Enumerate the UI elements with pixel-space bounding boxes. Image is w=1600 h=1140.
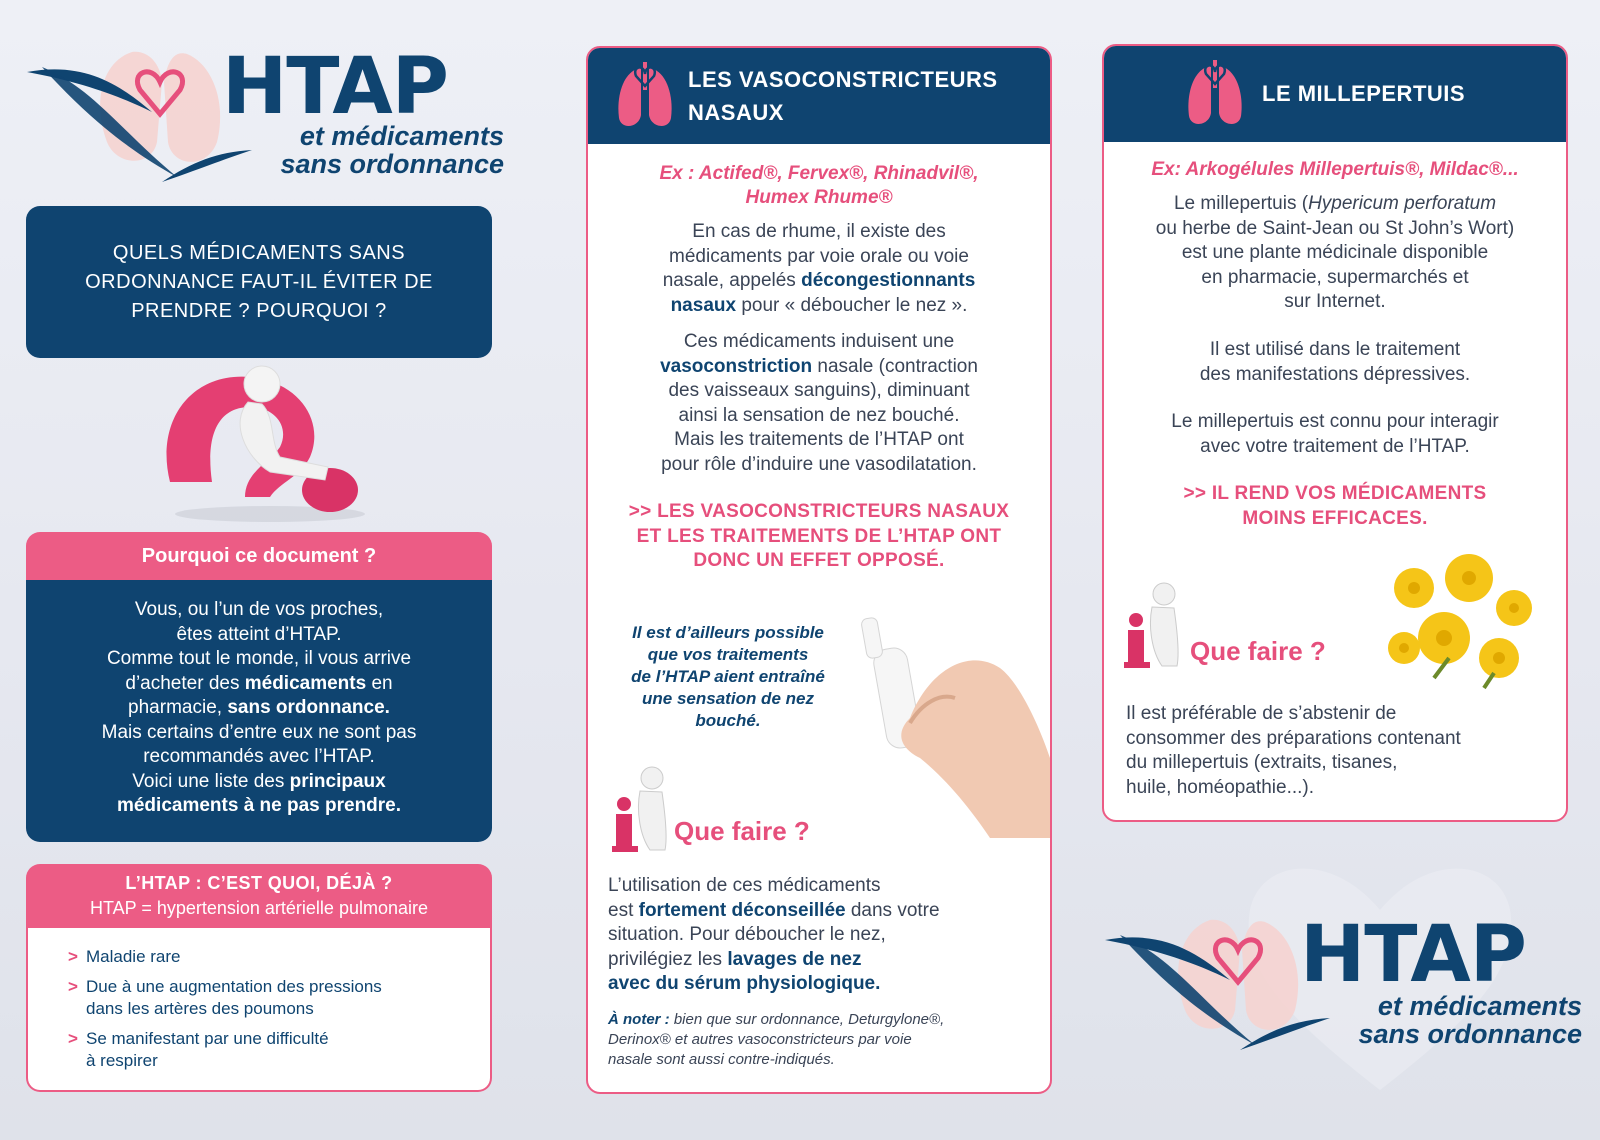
logo-subtitle <box>1300 992 1582 1049</box>
doc-text: Voici une liste des <box>132 770 290 792</box>
note-line: Derinox® et autres vasoconstricteurs par voie <box>608 1031 912 1048</box>
para-line: Il est utilisé dans le traitement <box>1209 339 1461 360</box>
vaso-alert <box>588 500 1050 574</box>
vaso-paragraph-1 <box>588 220 1050 318</box>
para-line: des vaisseaux sanguins), diminuant <box>668 380 970 401</box>
advice-text: dans votre <box>845 899 940 921</box>
vaso-aside <box>604 622 852 732</box>
logo-subtitle-line2: sans ordonnance <box>1358 1019 1582 1050</box>
htap-definition-list <box>68 946 470 1072</box>
para-line: des manifestations dépressives. <box>1199 363 1471 385</box>
doc-text: en <box>366 672 393 694</box>
para-text: nasale, appelés <box>662 270 802 291</box>
para-line: avec votre traitement de l’HTAP. <box>1200 435 1470 457</box>
para-line: Le millepertuis est connu pour interagir <box>1171 411 1499 432</box>
question-box: QUELS MÉDICAMENTS SANS ORDONNANCE FAUT-IL ÉVITER DE PRENDRE ? POURQUOI ? <box>26 206 492 358</box>
advice-line <box>608 899 1038 924</box>
vaso-note <box>608 1010 1038 1070</box>
vaso-que-faire: Que faire ? <box>674 816 810 846</box>
lungs-icon <box>1184 58 1246 130</box>
list-item-text: > Maladie rare <box>86 947 181 966</box>
doc-why-header: Pourquoi ce document ? <box>26 532 492 580</box>
st-johns-wort-flower-icon <box>1374 548 1544 698</box>
logo-subtitle <box>222 122 504 179</box>
advice-line: du millepertuis (extraits, tisanes, <box>1126 752 1398 773</box>
list-item-text: > Se manifestant par une difficulté <box>86 1029 329 1048</box>
note-line <box>608 1010 1038 1030</box>
millepertuis-header <box>1104 46 1566 142</box>
nasal-spray-hand-icon <box>850 608 1050 838</box>
para-line: En cas de rhume, il existe des <box>692 221 946 242</box>
title-line: LES VASOCONSTRICTEURS <box>688 67 998 92</box>
para-bold: nasaux <box>670 294 737 316</box>
advice-line: consommer des préparations contenant <box>1126 727 1461 749</box>
list-item-text: dans les artères des poumons <box>86 999 314 1018</box>
info-figure-icon <box>610 766 674 856</box>
note-text: bien que sur ordonnance, Deturgylone®, <box>669 1011 945 1028</box>
vasoconstrictors-title <box>688 63 998 129</box>
para-line <box>588 355 1050 380</box>
para-text: Le millepertuis ( <box>1173 193 1309 214</box>
para-line <box>1104 192 1566 217</box>
alert-line: ET LES TRAITEMENTS DE L’HTAP ONT <box>636 525 1002 547</box>
doc-line <box>44 696 474 721</box>
advice-line <box>608 948 1038 973</box>
vasoconstrictors-header <box>588 48 1050 144</box>
doc-why-body <box>26 580 492 842</box>
htap-definition-header <box>26 864 492 928</box>
mille-paragraph-1 <box>1104 192 1566 315</box>
vaso-advice <box>608 874 1038 997</box>
list-item-text: à respirer <box>86 1051 158 1070</box>
doc-line <box>44 672 474 697</box>
para-line: ou herbe de Saint-Jean ou St John’s Wort) <box>1155 217 1515 239</box>
logo-bottom <box>1100 910 1580 1060</box>
alert-line: >> LES VASOCONSTRICTEURS NASAUX <box>628 501 1010 522</box>
aside-line: de l’HTAP aient entraîné <box>631 667 825 686</box>
htap-definition-body <box>26 928 492 1092</box>
logo-top <box>22 42 502 192</box>
aside-line: une sensation de nez <box>642 689 814 708</box>
doc-text: pharmacie, <box>128 697 228 718</box>
htap-definition-title: L’HTAP : C’EST QUOI, DÉJÀ ? <box>125 873 393 893</box>
alert-line: >> IL REND VOS MÉDICAMENTS <box>1183 483 1487 504</box>
aside-line: Il est d’ailleurs possible <box>632 623 824 642</box>
logo-subtitle-line2: sans ordonnance <box>280 149 504 180</box>
note-label: À noter : <box>608 1011 670 1028</box>
advice-bold: avec du sérum physiologique. <box>608 973 881 994</box>
para-line: Ces médicaments induisent une <box>683 331 955 352</box>
advice-text: est <box>608 899 639 921</box>
advice-bold: lavages de nez <box>727 948 862 970</box>
htap-definition-subtitle: HTAP = hypertension artérielle pulmonaire <box>89 898 428 918</box>
mille-que-faire: Que faire ? <box>1190 636 1326 666</box>
aside-line: bouché. <box>695 711 761 730</box>
para-line: médicaments par voie orale ou voie <box>669 245 969 267</box>
advice-text: privilégiez les <box>608 948 728 970</box>
example-line: Ex : Actifed®, Fervex®, Rhinadvil®, <box>659 163 979 184</box>
info-figure-icon <box>1122 582 1186 672</box>
doc-line: Vous, ou l’un de vos proches, <box>134 599 384 620</box>
vaso-examples <box>588 162 1050 210</box>
logo-brand: HTAP <box>1300 910 1526 1000</box>
para-text: pour « déboucher le nez ». <box>736 294 968 316</box>
para-line <box>588 294 1050 319</box>
para-italic: Hypericum perforatum <box>1308 193 1497 214</box>
list-item <box>68 976 470 1020</box>
doc-line: Mais certains d’entre eux ne sont pas <box>101 721 417 743</box>
para-line: est une plante médicinale disponible <box>1181 242 1489 263</box>
title-line: NASAUX <box>688 100 784 125</box>
doc-text: d’acheter des <box>125 672 245 694</box>
logo-brand: HTAP <box>222 42 448 132</box>
para-text: nasale (contraction <box>812 355 978 377</box>
vasoconstrictors-card <box>586 46 1052 1094</box>
alert-line: MOINS EFFICACES. <box>1242 507 1428 529</box>
alert-line: DONC UN EFFET OPPOSÉ. <box>693 550 945 571</box>
millepertuis-card <box>1102 44 1568 822</box>
lungs-icon <box>614 60 676 132</box>
doc-line <box>44 770 474 795</box>
vaso-paragraph-2 <box>588 330 1050 477</box>
doc-bold: médicaments à ne pas prendre. <box>116 795 402 816</box>
para-line: pour rôle d’induire une vasodilatation. <box>661 453 977 475</box>
logo-subtitle-line1: et médicaments <box>1377 991 1582 1021</box>
para-line: ainsi la sensation de nez bouché. <box>678 404 960 426</box>
para-line <box>588 269 1050 294</box>
advice-bold: fortement déconseillée <box>638 899 846 921</box>
list-item <box>68 946 470 968</box>
advice-line <box>608 972 1038 997</box>
doc-bold: médicaments <box>244 672 367 694</box>
advice-line: L’utilisation de ces médicaments <box>608 875 881 896</box>
para-line: Mais les traitements de l’HTAP ont <box>674 429 964 450</box>
logo-subtitle-line1: et médicaments <box>299 121 504 151</box>
doc-bold: sans ordonnance. <box>227 697 390 718</box>
para-bold: décongestionnants <box>801 270 976 291</box>
advice-line: Il est préférable de s’abstenir de <box>1126 703 1397 724</box>
mille-examples: Ex: Arkogélules Millepertuis®, Mildac®... <box>1151 159 1519 180</box>
para-line: en pharmacie, supermarchés et <box>1201 266 1469 288</box>
doc-line: êtes atteint d’HTAP. <box>176 623 342 645</box>
para-bold: vasoconstriction <box>660 355 813 377</box>
doc-bold: principaux <box>289 770 386 792</box>
mille-paragraph-3 <box>1104 410 1566 459</box>
mille-advice <box>1126 702 1556 800</box>
para-line: sur Internet. <box>1284 291 1386 312</box>
list-item-text: > Due à une augmentation des pressions <box>86 977 382 996</box>
mille-alert <box>1104 482 1566 531</box>
aside-line: que vos traitements <box>647 645 809 664</box>
note-line: nasale sont aussi contre-indiqués. <box>608 1051 835 1068</box>
doc-line <box>44 794 474 819</box>
doc-line: Comme tout le monde, il vous arrive <box>106 648 412 669</box>
example-line: Humex Rhume® <box>745 187 893 208</box>
question-mark-figure-icon <box>150 362 380 524</box>
mille-paragraph-2 <box>1104 338 1566 387</box>
advice-line: huile, homéopathie...). <box>1126 776 1315 798</box>
advice-line: situation. Pour déboucher le nez, <box>608 924 886 945</box>
list-item <box>68 1028 470 1072</box>
millepertuis-title: LE MILLEPERTUIS <box>1262 81 1466 106</box>
doc-line: recommandés avec l’HTAP. <box>143 746 375 767</box>
